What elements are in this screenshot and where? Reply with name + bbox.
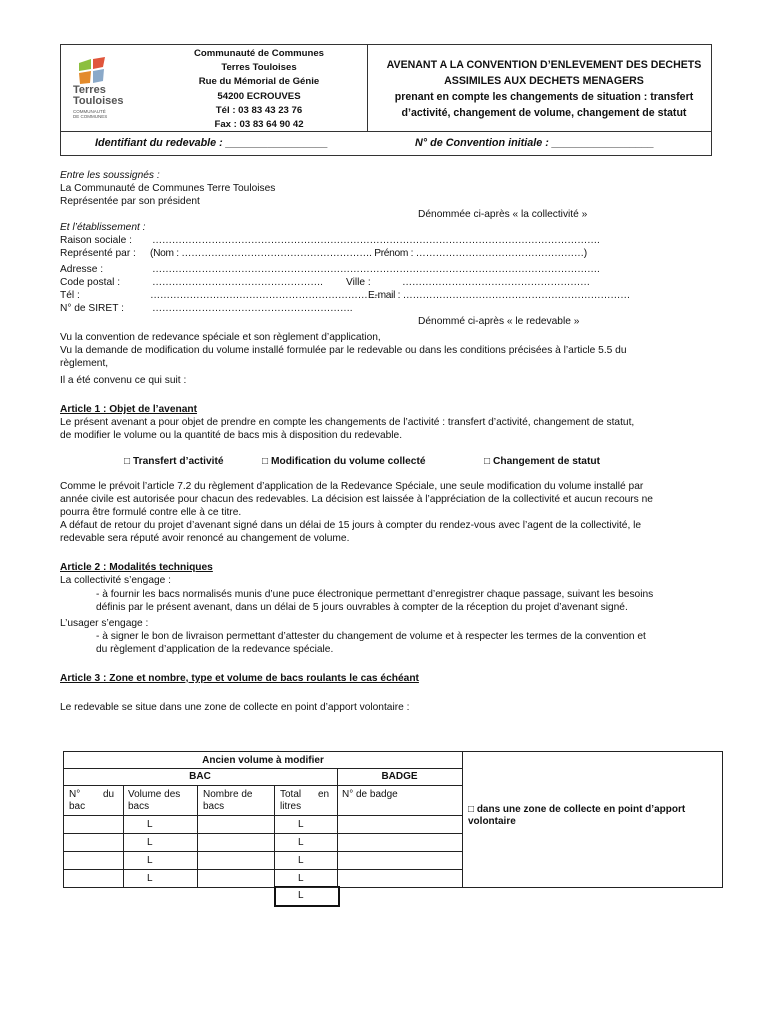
org-name-2: Terres Touloises xyxy=(221,62,297,74)
code-postal-field[interactable]: ……………………………………………. xyxy=(152,277,323,288)
cc-name: La Communauté de Communes Terre Touloises xyxy=(60,183,276,194)
represente-text: Représentée par son président xyxy=(60,196,200,207)
article1-text-line1: Le présent avenant a pour objet de prendre en compte les changements de l’activité : transfert d’activité, changement de statut, xyxy=(60,417,635,428)
org-name: Communauté de Communes xyxy=(193,48,325,59)
table-border-bottom xyxy=(63,887,723,888)
collectivite-engage-line2: définis par le présent avenant, dans un délai de 5 jours ouvrables à compter de la réception du projet d’avenant signé. xyxy=(96,602,628,613)
total-litres-cell[interactable] xyxy=(274,886,340,907)
table-divider-zone xyxy=(462,751,463,888)
article1-p2-line3: pourra être formulé contre elle à ce titre. xyxy=(60,507,242,518)
title-line-3: prenant en compte les changements de situation : transfert xyxy=(394,91,694,103)
article1-p3-line1: A défaut de retour du projet d’avenant signé dans un délai de 15 jours à compter du rendez-vous avec l’agent de la collectivité, le xyxy=(60,520,642,531)
bac-header: BAC xyxy=(189,771,211,782)
col-numero-label-3: bac xyxy=(69,801,86,812)
collectivite-engage: La collectivité s’engage : xyxy=(60,575,171,586)
denomme-redevable: Dénommé ci-après « le redevable » xyxy=(418,316,580,327)
vu-demande-line1: Vu la demande de modification du volume installé formulée par le redevable ou dans les conditions précisées à l’article 5.5 du xyxy=(60,345,627,356)
denommee-collectivite: Dénommée ci-après « la collectivité » xyxy=(418,209,588,220)
checkbox-changement-statut[interactable]: □ Changement de statut xyxy=(484,456,600,467)
volume-unit-row2: L xyxy=(147,837,153,848)
logo-emblem-icon xyxy=(77,57,107,85)
col-badge-label: N° de badge xyxy=(342,789,398,800)
volume-unit-row1: L xyxy=(147,819,153,830)
logo-text-terres: Terres xyxy=(73,84,106,96)
table-line-1 xyxy=(63,768,463,769)
nom-prenom-field[interactable]: (Nom : …………………………………………………. Prénom : ……………………………………………) xyxy=(150,248,587,259)
total-unit-row1: L xyxy=(298,819,304,830)
table-col-line-4 xyxy=(337,768,338,888)
table-col-line-2 xyxy=(197,785,198,888)
document-title xyxy=(379,57,709,121)
article1-p2-line2: année civile est autorisée pour chacun des redevables. La décision est laissée à l’appréciation de la collectivité et aucun recours ne xyxy=(60,494,653,505)
article3-text: Le redevable se situe dans une zone de collecte en point d’apport volontaire : xyxy=(60,702,410,713)
header-divider-vertical xyxy=(367,45,368,131)
col-numero-label-2: du xyxy=(103,789,115,800)
org-phone: Tél : 03 83 43 23 76 xyxy=(215,104,303,116)
vu-convention: Vu la convention de redevance spéciale et son règlement d’application, xyxy=(60,332,381,343)
col-total-label-1: Total xyxy=(280,789,302,800)
article1-title: Article 1 : Objet de l’avenant xyxy=(60,404,198,415)
volume-unit-row4: L xyxy=(147,873,153,884)
usager-engage-line1: - à signer le bon de livraison permettant d’attester du changement de volume et à respecter les termes de la convention et xyxy=(96,631,646,642)
org-city: 54200 ECROUVES xyxy=(217,90,301,102)
article1-text-line2: de modifier le volume ou la quantité de bacs mis à disposition du redevable. xyxy=(60,430,403,441)
usager-engage-line2: du règlement d’application de la redevance spéciale. xyxy=(96,644,334,655)
col-nombre-label-2: bacs xyxy=(203,801,225,812)
title-line-4: d’activité, changement de volume, changement de statut xyxy=(401,107,687,119)
convention-number-field[interactable]: N° de Convention initiale : _________________ xyxy=(415,137,654,149)
logo-text-communaute: COMMUNAUTÉ xyxy=(73,109,106,114)
represente-par-label: Représenté par : xyxy=(60,248,136,259)
entre-heading: Entre les soussignés : xyxy=(60,170,160,181)
table-main-header: Ancien volume à modifier xyxy=(202,755,324,766)
col-numero-label-1: N° xyxy=(69,789,81,800)
col-nombre-label-1: Nombre de xyxy=(203,789,253,800)
organization-address xyxy=(157,47,361,132)
title-line-1: AVENANT A LA CONVENTION D’ENLEVEMENT DES DECHETS xyxy=(386,59,702,71)
tel-label: Tél : xyxy=(60,290,80,301)
raison-sociale-field[interactable]: ………………………………………………………………………………………………………………………. xyxy=(152,235,600,246)
table-col-line-3 xyxy=(274,785,275,888)
col-total-label-2: en xyxy=(318,789,330,800)
col-volume-label-2: bacs xyxy=(128,801,150,812)
org-street: Rue du Mémorial de Génie xyxy=(198,76,320,88)
article1-p3-line2: redevable sera réputé avoir renoncé au changement de volume. xyxy=(60,533,350,544)
volume-unit-row3: L xyxy=(147,855,153,866)
total-unit-sum: L xyxy=(298,890,304,901)
article1-p2-line1: Comme le prévoit l’article 7.2 du règlement d’application de la Redevance Spéciale, une seule modification du volume installé par xyxy=(60,481,644,492)
checkbox-modification-volume[interactable]: □ Modification du volume collecté xyxy=(262,456,426,467)
article2-title: Article 2 : Modalités techniques xyxy=(60,562,213,573)
vu-demande-line2: règlement, xyxy=(60,358,109,369)
siret-field[interactable]: ……………………………………………………. xyxy=(152,303,353,314)
zone-apport-volontaire-line2: volontaire xyxy=(468,816,516,827)
etablissement-heading: Et l’établissement : xyxy=(60,222,146,233)
article3-title: Article 3 : Zone et nombre, type et volume de bacs roulants le cas échéant xyxy=(60,673,419,684)
checkbox-zone-apport-volontaire[interactable]: □ dans une zone de collecte en point d’apport xyxy=(468,804,686,815)
siret-label: N° de SIRET : xyxy=(60,303,124,314)
code-postal-label: Code postal : xyxy=(60,277,121,288)
ville-label: Ville : xyxy=(346,277,371,288)
logo-text-de-communes: DE COMMUNES xyxy=(73,114,108,119)
checkbox-transfert-activite[interactable]: □ Transfert d’activité xyxy=(124,456,224,467)
logo-text-touloises: Touloises xyxy=(73,95,124,107)
email-field[interactable]: E-mail : …………………………………………………………… xyxy=(368,290,631,301)
ville-field[interactable]: ………………………………………………… xyxy=(402,277,590,288)
adresse-field[interactable]: ………………………………………………………………………………………………………………………. xyxy=(152,264,600,275)
collectivite-engage-line1: - à fournir les bacs normalisés munis d’une puce électronique permettant d’enregistrer chaque passage, suivant les besoins xyxy=(96,589,654,600)
usager-engage: L’usager s’engage : xyxy=(60,618,149,629)
convenu-text: Il a été convenu ce qui suit : xyxy=(60,375,187,386)
table-border-right xyxy=(722,751,723,888)
total-unit-row2: L xyxy=(298,837,304,848)
org-fax: Fax : 03 83 64 90 42 xyxy=(214,119,304,131)
raison-sociale-label: Raison sociale : xyxy=(60,235,132,246)
header-box xyxy=(60,44,712,156)
table-border-top xyxy=(63,751,723,752)
total-unit-row4: L xyxy=(298,873,304,884)
terres-touloises-logo xyxy=(73,57,133,121)
col-volume-label-1: Volume des xyxy=(128,789,181,800)
total-unit-row3: L xyxy=(298,855,304,866)
table-col-line-1 xyxy=(123,785,124,888)
identifiant-field[interactable]: Identifiant du redevable : _________________ xyxy=(95,137,328,149)
title-line-2: ASSIMILES AUX DECHETS MENAGERS xyxy=(444,75,644,87)
badge-header: BADGE xyxy=(381,771,418,782)
col-total-label-3: litres xyxy=(280,801,302,812)
tel-field[interactable]: ……………………………………………………………. xyxy=(150,290,380,301)
adresse-label: Adresse : xyxy=(60,264,104,275)
